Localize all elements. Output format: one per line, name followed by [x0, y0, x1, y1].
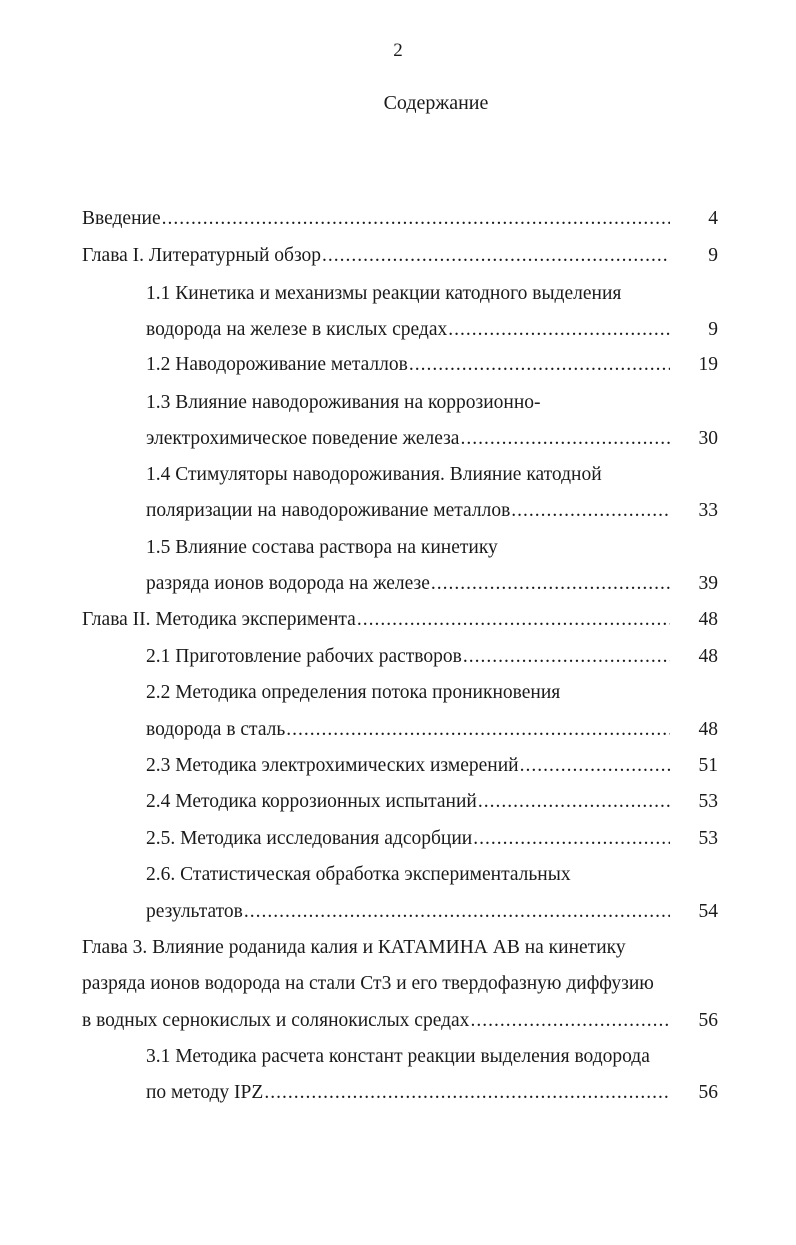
toc-entry-page: 9: [708, 319, 718, 340]
toc-entry-introduction: [82, 205, 670, 233]
dot-leader: [430, 570, 670, 598]
toc-title: Содержание: [383, 92, 489, 114]
dot-leader: [243, 898, 670, 926]
toc-entry-text: 2.3 Методика электрохимических измерений: [146, 755, 519, 776]
dot-leader: [447, 316, 670, 344]
toc-entry-page: 48: [698, 719, 718, 740]
toc-entry-section-2-1: [146, 643, 670, 671]
toc-entry-page: 39: [698, 573, 718, 594]
dot-leader: [356, 606, 670, 634]
dot-leader: [263, 1079, 670, 1107]
toc-entry-text: в водных сернокислых и солянокислых средах: [82, 1010, 470, 1031]
toc-entry-chapter-1: [82, 242, 670, 270]
toc-entry-text-line: 2.2 Методика определения потока проникновения: [146, 682, 561, 703]
toc-entry-text: по методу IPZ: [146, 1082, 264, 1103]
toc-entry-text: водорода на железе в кислых средах: [146, 319, 448, 340]
toc-entry-section-1-4: [146, 497, 670, 525]
dot-leader: [469, 1007, 670, 1035]
dot-leader: [472, 825, 670, 853]
toc-entry-chapter-3: [82, 1007, 670, 1035]
toc-entry-section-1-1: [146, 316, 670, 344]
toc-entry-text: Глава I. Литературный обзор: [82, 245, 322, 266]
toc-entry-section-1-3: [146, 425, 670, 453]
dot-leader: [321, 242, 670, 270]
toc-entry-text: электрохимическое поведение железа: [146, 428, 460, 449]
toc-entry-section-1-2: [146, 351, 670, 379]
toc-entry-text: Глава II. Методика эксперимента: [82, 609, 356, 630]
toc-entry-section-2-6: [146, 898, 670, 926]
toc-entry-text-line: Глава 3. Влияние роданида калия и КАТАМИНА АВ на кинетику: [82, 937, 626, 958]
toc-entry-page: 54: [698, 901, 718, 922]
dot-leader: [161, 205, 670, 233]
toc-entry-text-line: 1.1 Кинетика и механизмы реакции катодного выделения: [146, 283, 622, 304]
toc-entry-page: 56: [698, 1010, 718, 1031]
toc-entry-text: 1.2 Наводороживание металлов: [146, 354, 408, 375]
toc-entry-text-line: 2.6. Статистическая обработка экспериментальных: [146, 864, 571, 885]
toc-entry-page: 56: [698, 1082, 718, 1103]
dot-leader: [285, 716, 670, 744]
dot-leader: [510, 497, 670, 525]
toc-entry-text: водорода в сталь: [146, 719, 286, 740]
toc-entry-text-line: 3.1 Методика расчета констант реакции выделения водорода: [146, 1046, 650, 1067]
dot-leader: [459, 425, 670, 453]
toc-entry-page: 48: [698, 609, 718, 630]
toc-entry-section-2-4: [146, 788, 670, 816]
toc-entry-section-3-1: [146, 1079, 670, 1107]
toc-entry-text: разряда ионов водорода на железе: [146, 573, 430, 594]
dot-leader: [462, 643, 670, 671]
toc-entry-text: результатов: [146, 901, 243, 922]
toc-entry-page: 51: [698, 755, 718, 776]
toc-entry-page: 53: [698, 791, 718, 812]
dot-leader: [519, 752, 670, 780]
toc-entry-text-line: 1.3 Влияние наводороживания на коррозионно-: [146, 392, 541, 413]
toc-entry-page: 30: [698, 428, 718, 449]
toc-entry-text: 2.5. Методика исследования адсорбции: [146, 828, 473, 849]
dot-leader: [408, 351, 670, 379]
toc-entry-text-line: 1.5 Влияние состава раствора на кинетику: [146, 537, 498, 558]
toc-entry-page: 9: [708, 245, 718, 266]
toc-entry-page: 53: [698, 828, 718, 849]
toc-entry-page: 19: [698, 354, 718, 375]
page-number: 2: [393, 40, 403, 61]
toc-entry-text: 2.1 Приготовление рабочих растворов: [146, 646, 462, 667]
toc-entry-text: Введение: [82, 208, 161, 229]
toc-entry-section-2-3: [146, 752, 670, 780]
toc-entry-section-2-5: [146, 825, 670, 853]
toc-entry-text-line: 1.4 Стимуляторы наводороживания. Влияние катодной: [146, 464, 602, 485]
toc-entry-text: поляризации на наводороживание металлов: [146, 500, 511, 521]
toc-entry-page: 4: [708, 208, 718, 229]
toc-entry-page: 48: [698, 646, 718, 667]
toc-entry-page: 33: [698, 500, 718, 521]
toc-entry-text: 2.4 Методика коррозионных испытаний: [146, 791, 477, 812]
toc-entry-chapter-2: [82, 606, 670, 634]
toc-entry-section-2-2: [146, 716, 670, 744]
toc-entry-text-line: разряда ионов водорода на стали Ст3 и его твердофазную диффузию: [82, 973, 654, 994]
toc-entry-section-1-5: [146, 570, 670, 598]
dot-leader: [477, 788, 670, 816]
